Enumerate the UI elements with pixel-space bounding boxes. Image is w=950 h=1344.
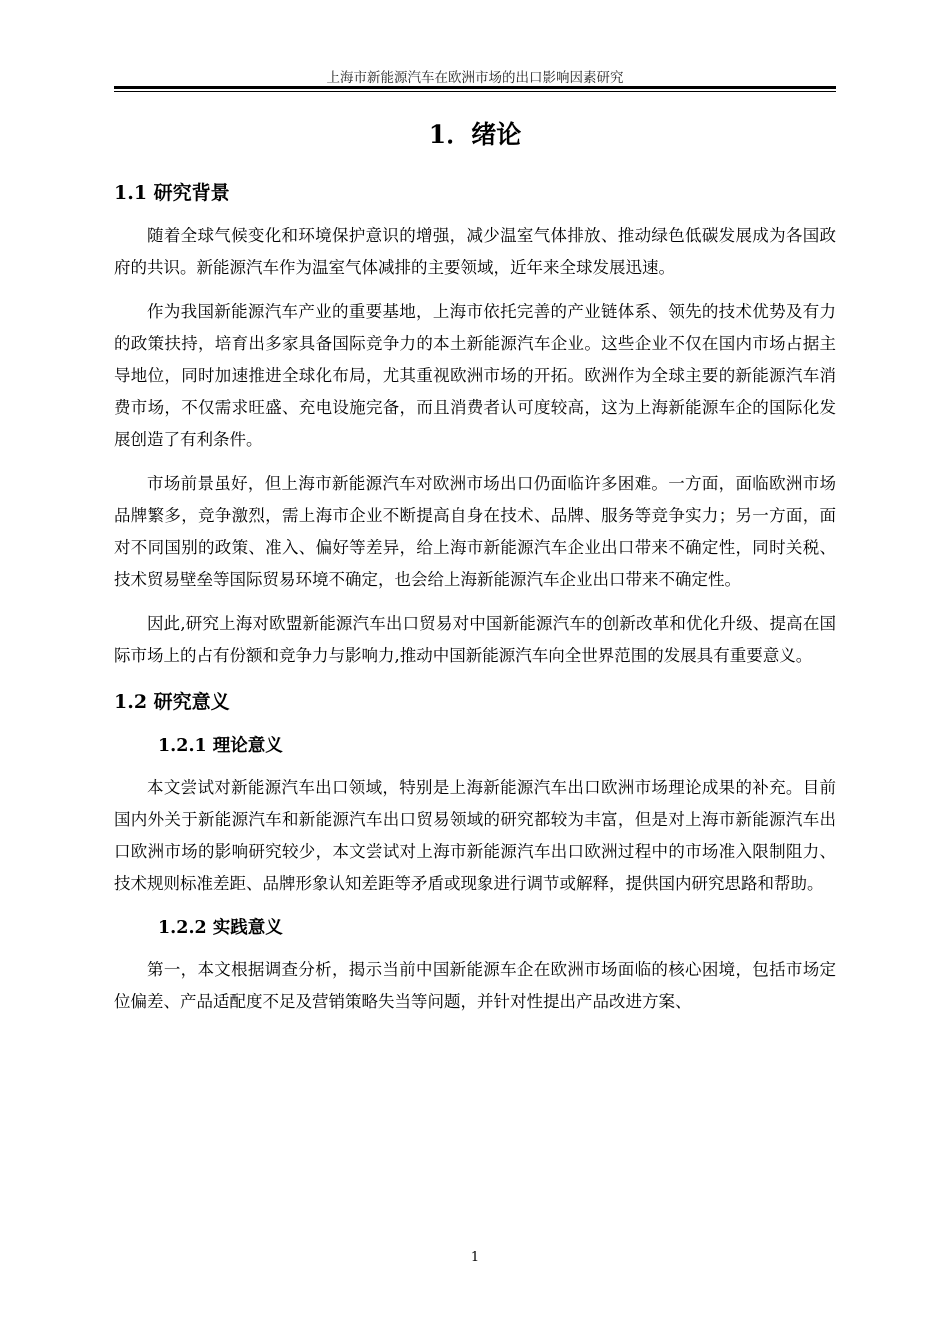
chapter-title: 1．绪论 xyxy=(428,120,522,149)
header-rule-thin xyxy=(114,91,836,92)
paragraph: 第一，本文根据调查分析，揭示当前中国新能源车企在欧洲市场面临的核心困境，包括市场定位偏差、产品适配度不足及营销策略失当等问题，并针对性提出产品改进方案、 xyxy=(114,960,836,1011)
section-heading-1-2: 1.2 研究意义 xyxy=(114,691,230,713)
running-header: 上海市新能源汽车在欧洲市场的出口影响因素研究 xyxy=(326,70,624,86)
page-body xyxy=(114,112,836,1018)
section-heading-1-1: 1.1 研究背景 xyxy=(114,182,230,204)
subsection-heading-1-2-2: 1.2.2 实践意义 xyxy=(158,918,283,938)
paragraph: 作为我国新能源汽车产业的重要基地，上海市依托完善的产业链体系、领先的技术优势及有力的政策扶持，培育出多家具备国际竞争力的本土新能源汽车企业。这些企业不仅在国内市场占据主导地位，同时加速推进全球化布局，尤其重视欧洲市场的开拓。欧洲作为全球主要的新能源汽车消费市场，不仅需求旺盛、充电设施完备，而且消费者认可度较高，这为上海新能源车企的国际化发展创造了有利条件。 xyxy=(114,302,836,449)
subsection-heading-1-2-1: 1.2.1 理论意义 xyxy=(158,736,283,756)
paragraph: 随着全球气候变化和环境保护意识的增强，减少温室气体排放、推动绿色低碳发展成为各国政府的共识。新能源汽车作为温室气体减排的主要领域，近年来全球发展迅速。 xyxy=(114,226,836,277)
page-number: 1 xyxy=(470,1250,480,1265)
paragraph: 本文尝试对新能源汽车出口领域，特别是上海新能源汽车出口欧洲市场理论成果的补充。目前国内外关于新能源汽车和新能源汽车出口贸易领域的研究都较为丰富，但是对上海市新能源汽车出口欧洲市场的影响研究较少，本文尝试对上海市新能源汽车出口欧洲过程中的市场准入限制阻力、技术规则标准差距、品牌形象认知差距等矛盾或现象进行调节或解释，提供国内研究思路和帮助。 xyxy=(114,778,836,893)
paragraph: 市场前景虽好，但上海市新能源汽车对欧洲市场出口仍面临许多困难。一方面，面临欧洲市场品牌繁多，竞争激烈，需上海市企业不断提高自身在技术、品牌、服务等竞争实力；另一方面，面对不同国别的政策、准入、偏好等差异，给上海市新能源汽车企业出口带来不确定性，同时关税、技术贸易壁垒等国际贸易环境不确定，也会给上海新能源汽车企业出口带来不确定性。 xyxy=(114,474,836,589)
paragraph: 因此,研究上海对欧盟新能源汽车出口贸易对中国新能源汽车的创新改革和优化升级、提高在国际市场上的占有份额和竞争力与影响力,推动中国新能源汽车向全世界范围的发展具有重要意义。 xyxy=(114,614,836,665)
header-rule-thick xyxy=(114,86,836,89)
